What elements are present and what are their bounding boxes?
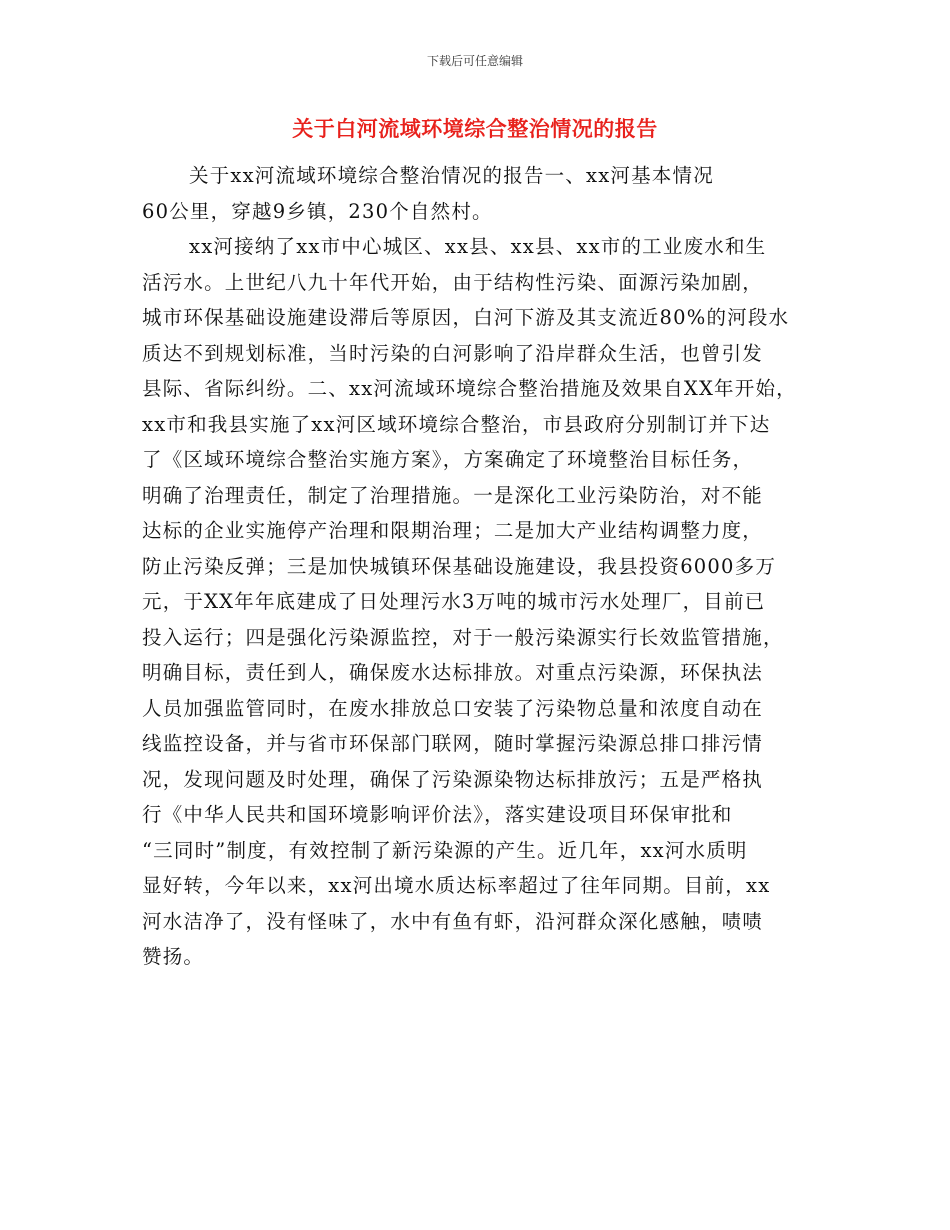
document-title: 关于白河流域环境综合整治情况的报告 xyxy=(292,116,658,141)
body-line: xx河接纳了xx市中心城区、xx县、xx县、xx市的工业废水和生 xyxy=(189,235,767,258)
body-line: 城市环保基础设施建设滞后等原因，白河下游及其支流近80%的河段水 xyxy=(142,306,790,329)
body-line: 达标的企业实施停产治理和限期治理；二是加大产业结构调整力度， xyxy=(142,519,764,542)
header-note: 下载后可任意编辑 xyxy=(426,54,523,68)
body-line: 显好转，今年以来，xx河出境水质达标率超过了往年同期。目前，xx xyxy=(142,874,771,897)
body-line: 关于xx河流域环境综合整治情况的报告一、xx河基本情况 xyxy=(189,164,714,187)
body-line: 况，发现问题及时处理，确保了污染源染物达标排放污；五是严格执 xyxy=(142,767,764,791)
body-line: 元，于XX年年底建成了日处理污水3万吨的城市污水处理厂，目前已 xyxy=(142,590,766,613)
body-line: 防止污染反弹；三是加快城镇环保基础设施建设，我县投资6000多万 xyxy=(142,554,777,578)
body-line: 河水洁净了，没有怪味了，水中有鱼有虾，沿河群众深化感触，啧啧 xyxy=(142,909,764,933)
body-line: 了《区域环境综合整治实施方案》，方案确定了环境整治目标任务， xyxy=(142,448,754,471)
body-line: 人员加强监管同时，在废水排放总口安装了污染物总量和浓度自动在 xyxy=(142,696,764,720)
body-line: xx市和我县实施了xx河区域环境综合整治，市县政府分别制订并下达 xyxy=(142,412,771,436)
body-line: 明确了治理责任，制定了治理措施。一是深化工业污染防治，对不能 xyxy=(142,483,764,507)
body-line: 60公里，穿越9乡镇，230个自然村。 xyxy=(142,199,493,223)
body-line: 质达不到规划标准，当时污染的白河影响了沿岸群众生活，也曾引发 xyxy=(142,341,764,365)
body-line: 县际、省际纠纷。二、xx河流域环境综合整治措施及效果自XX年开始， xyxy=(142,377,797,400)
body-line: 活污水。上世纪八九十年代开始，由于结构性污染、面源污染加剧， xyxy=(142,270,764,294)
body-line: “三同时”制度，有效控制了新污染源的产生。近几年，xx河水质明 xyxy=(142,838,748,862)
body-line: 线监控设备，并与省市环保部门联网，随时掌握污染源总排口排污情 xyxy=(142,732,764,755)
document-body xyxy=(142,158,832,975)
body-line: 行《中华人民共和国环境影响评价法》，落实建设项目环保审批和 xyxy=(142,803,733,826)
body-line: 明确目标，责任到人，确保废水达标排放。对重点污染源，环保执法 xyxy=(142,661,764,684)
body-line: 赞扬。 xyxy=(142,945,205,968)
body-line: 投入运行；四是强化污染源监控，对于一般污染源实行长效监管措施， xyxy=(142,625,784,649)
